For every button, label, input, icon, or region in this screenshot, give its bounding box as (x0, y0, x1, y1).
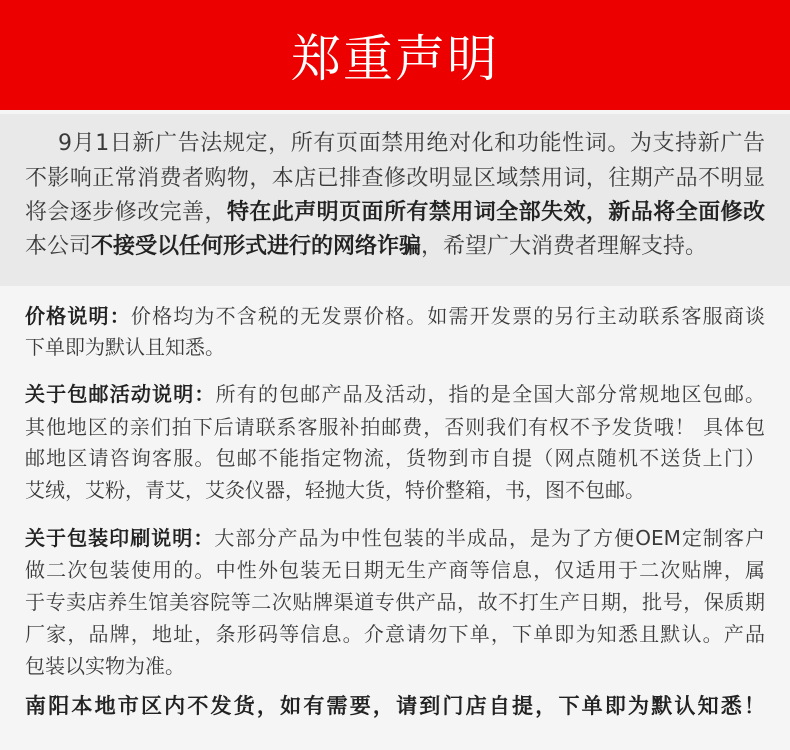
text: 包装以实物为准。 (25, 654, 185, 678)
text: 厂家，品牌，地址，条形码等信息。介意请勿下单，下单即为知悉且默认。产品 (25, 622, 765, 646)
section-line (25, 411, 765, 445)
page-title: 郑重声明 (291, 30, 499, 88)
notice-line (25, 195, 765, 229)
text: 其他地区的亲们拍下后请联系客服补拍邮费，否则我们有权不予发货哦！ 具体包 (25, 415, 765, 439)
footer-notice: 南阳本地市区内不发货，如有需要，请到门店自提，下单即为默认知悉！ (25, 694, 765, 718)
section-line (25, 300, 765, 334)
bold-text: 不接受以任何形式进行的网络诈骗 (91, 234, 422, 259)
section-line (25, 554, 765, 588)
notice-line (25, 229, 707, 260)
text: 价格均为不含税的无发票价格。如需开发票的另行主动联系客服商谈 (130, 304, 765, 328)
bold-text: 关于包邮活动说明： (25, 382, 216, 406)
text: 大部分产品为中性包装的半成品，是为了方便OEM定制客户 (214, 526, 765, 550)
section-line (25, 378, 765, 412)
section-line (25, 586, 765, 620)
text: 本公司 (25, 234, 92, 259)
notice-line (25, 161, 765, 195)
bold-text: 特在此声明页面所有禁用词全部失效，新品将全面修改 (226, 200, 765, 225)
text: 不影响正常消费者购物，本店已排查修改明显区域禁用词，往期产品不明显 (25, 166, 765, 191)
notice-line (58, 126, 765, 160)
bold-text: 关于包装印刷说明： (25, 526, 215, 550)
bold-text: 价格说明： (25, 304, 131, 328)
section-line (25, 618, 765, 652)
section-line (25, 522, 765, 556)
section-line (25, 650, 185, 679)
text: 将会逐步修改完善， (25, 200, 227, 225)
section-line (25, 331, 225, 360)
text: 邮地区请咨询客服。包邮不能指定物流，货物到市自提（网点随机不送货上门） (25, 446, 765, 470)
section-line (25, 474, 645, 503)
text: 下单即为默认且知悉。 (25, 335, 225, 359)
text: 艾绒，艾粉，青艾，艾灸仪器，轻抛大货，特价整箱，书，图不包邮。 (25, 478, 645, 502)
section-line (25, 442, 765, 476)
text: 做二次包装使用的。中性外包装无日期无生产商等信息，仅适用于二次贴牌，属 (25, 558, 765, 582)
text: 于专卖店养生馆美容院等二次贴牌渠道专供产品，故不打生产日期，批号，保质期 (25, 590, 765, 614)
text: ，希望广大消费者理解支持。 (421, 234, 708, 259)
details-area (0, 286, 790, 750)
header-banner (0, 0, 790, 110)
notice-box (0, 114, 790, 286)
text: 9月1日新广告法规定，所有页面禁用绝对化和功能性词。为支持新广告 (58, 131, 765, 156)
text: 所有的包邮产品及活动，指的是全国大部分常规地区包邮。 (215, 382, 765, 406)
